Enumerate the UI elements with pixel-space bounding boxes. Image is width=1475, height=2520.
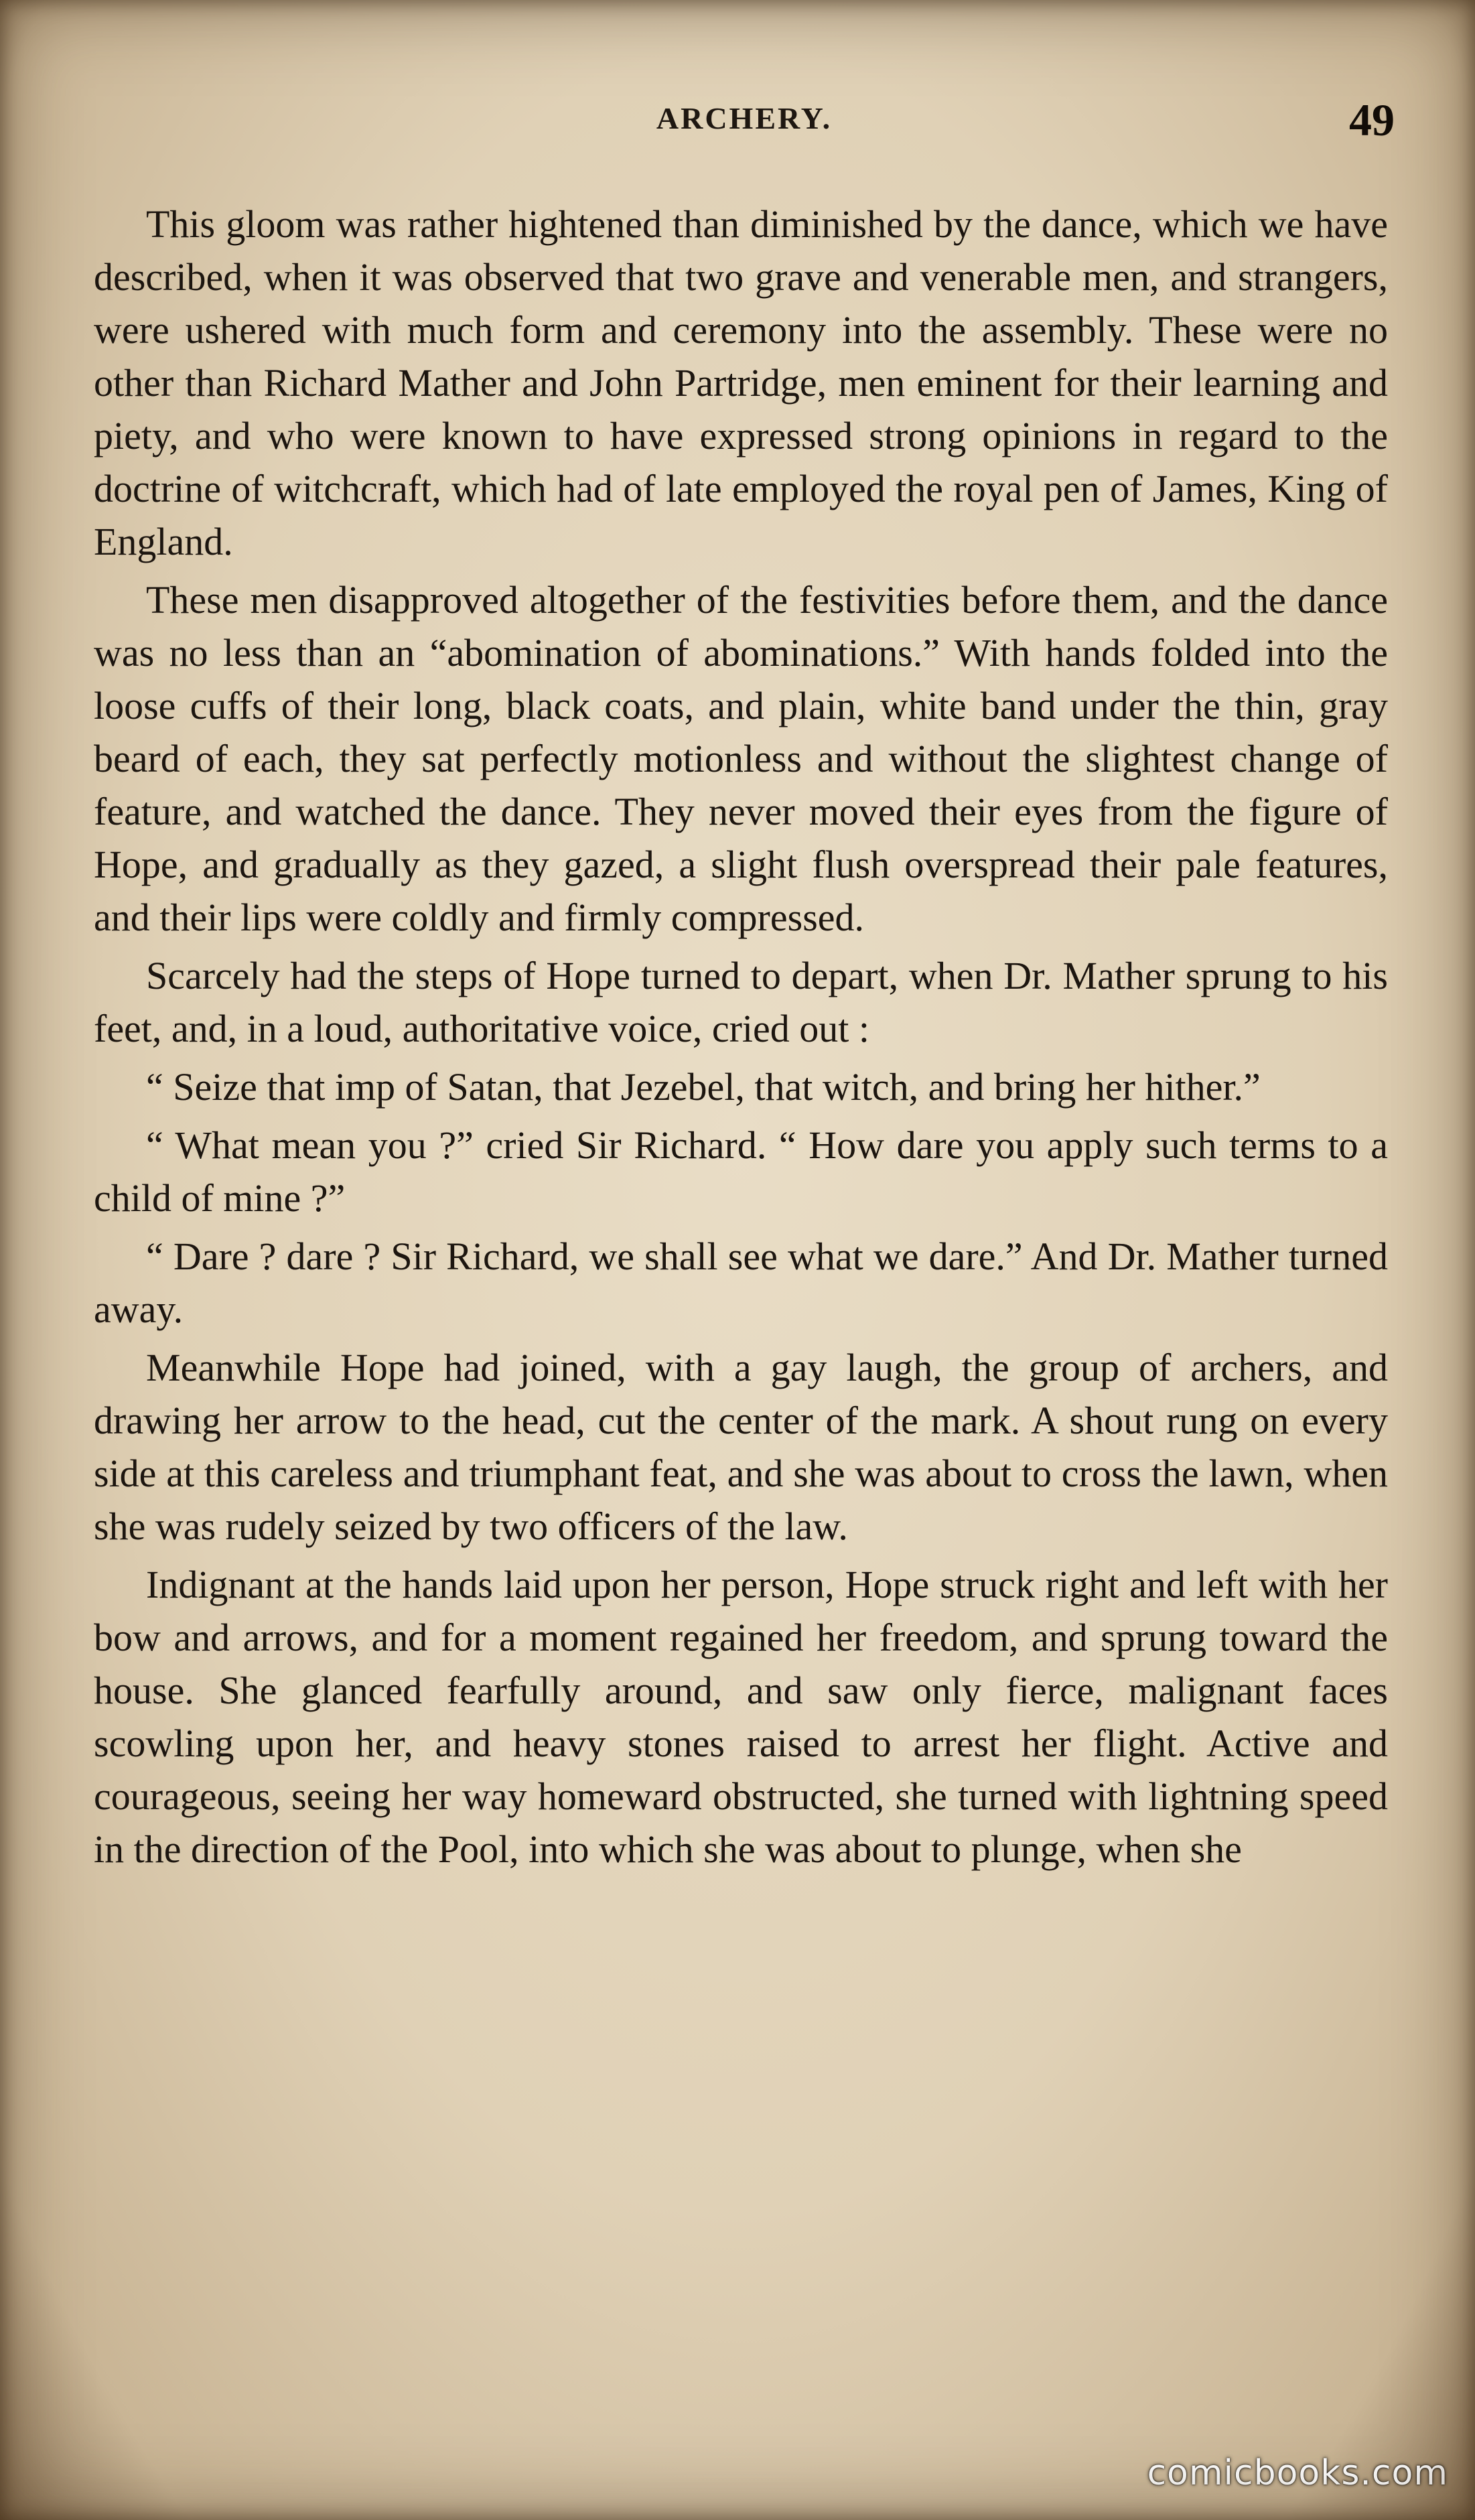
watermark: comicbooks.com <box>1147 2453 1448 2493</box>
paragraph-4: “ Seize that imp of Satan, that Jezebel, that witch, and bring her hither.” <box>146 1065 1261 1109</box>
paragraph-7: Meanwhile Hope had joined, with a gay laugh, the group of archers, and drawing her arrow to the head, cut the center of the mark. A shout rung on every side at this careless and triumphant feat, and she was about to cross the lawn, when she was rudely seized by two officers of the law. <box>94 1346 1388 1548</box>
paragraph-3: Scarcely had the steps of Hope turned to depart, when Dr. Mather sprung to his feet, and, in a loud, authoritative voice, cried out : <box>94 954 1388 1050</box>
paragraph-8: Indignant at the hands laid upon her person, Hope struck right and left with her bow and arrows, and for a moment regained her freedom, and sprung toward the house. She glanced fearfully around, and saw only fierce, malignant faces scowling upon her, and heavy stones raised to arrest her flight. Active and courageous, seeing her way homeward obstructed, she turned with lightning speed in the direction of the Pool, into which she was about to plunge, when she <box>94 1563 1388 1871</box>
paragraph-6: “ Dare ? dare ? Sir Richard, we shall see what we dare.” And Dr. Mather turned away. <box>94 1235 1388 1331</box>
running-head <box>87 94 1401 147</box>
paragraph-2: These men disapproved altogether of the festivities before them, and the dance was no less than an “abomination of abominations.” With hands folded into the loose cuffs of their long, black coats, and plain, white band under the thin, gray beard of each, they sat perfectly motionless and without the slightest change of feature, and watched the dance. They never moved their eyes from the figure of Hope, and gradually as they gazed, a slight flush overspread their pale features, and their lips were coldly and firmly compressed. <box>94 578 1388 939</box>
page-number: 49 <box>1349 94 1395 145</box>
body-text <box>94 198 1388 1881</box>
paragraph-1: This gloom was rather hightened than diminished by the dance, which we have described, when it was observed that two grave and venerable men, and strangers, were ushered with much form and ceremony into the assembly. These were no other than Richard Mather and John Partridge, men eminent for their learning and piety, and who were known to have expressed strong opinions in regard to the doctrine of witchcraft, which had of late employed the royal pen of James, King of England. <box>94 202 1388 563</box>
paragraph-5: “ What mean you ?” cried Sir Richard. “ How dare you apply such terms to a child of mine ?” <box>94 1123 1388 1220</box>
chapter-title: ARCHERY. <box>656 101 833 135</box>
